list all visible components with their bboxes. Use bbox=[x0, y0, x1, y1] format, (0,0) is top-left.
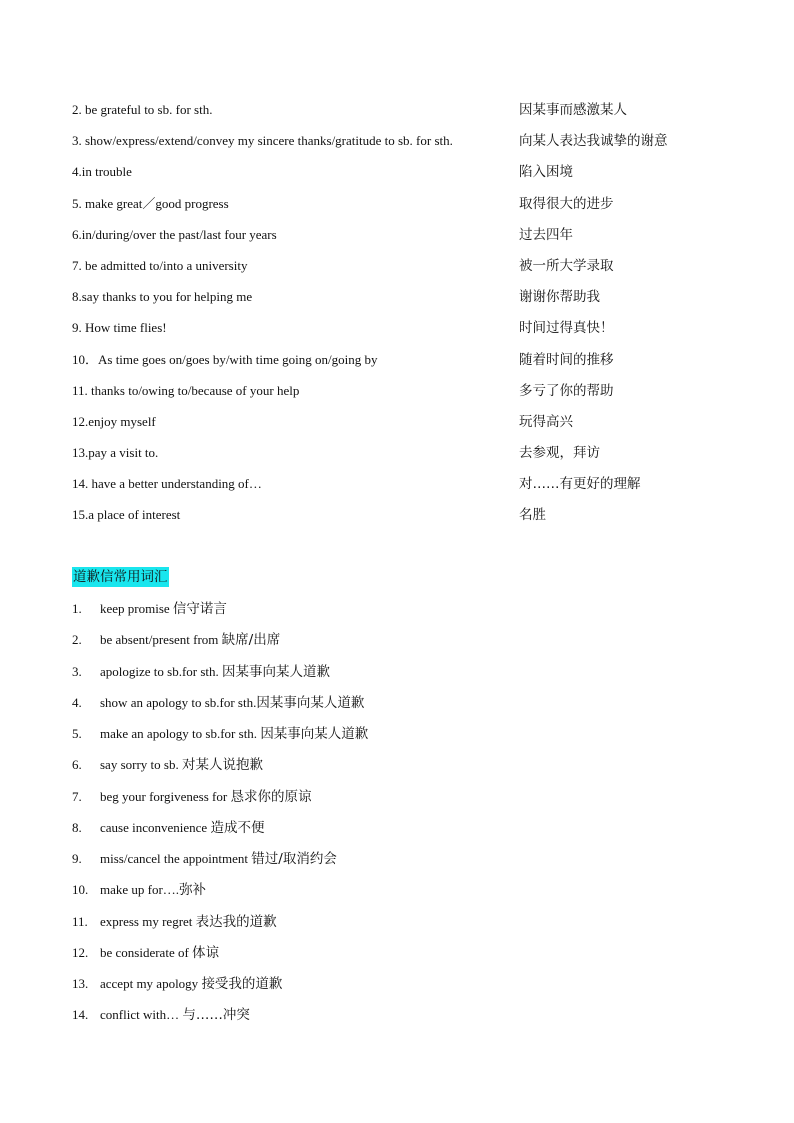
list-item-number: 10. bbox=[72, 882, 89, 898]
apology-vocab-list bbox=[72, 595, 712, 1033]
list-item-number: 2. bbox=[72, 632, 82, 648]
list-item-number: 12. bbox=[72, 944, 89, 960]
phrase-chinese: 去参观，拜访 bbox=[519, 445, 600, 462]
list-item-text bbox=[100, 1001, 250, 1029]
list-item bbox=[72, 751, 712, 782]
list-item-number: 6. bbox=[72, 757, 82, 773]
list-item-text bbox=[100, 939, 219, 967]
list-item-chinese: 因某事向某人道歉 bbox=[256, 694, 365, 711]
list-item bbox=[72, 1001, 712, 1032]
list-item-number: 11. bbox=[72, 913, 88, 929]
list-item bbox=[72, 845, 712, 876]
list-item-chinese: 造成不便 bbox=[210, 819, 265, 836]
section-heading-apology-vocab: 道歉信常用词汇 bbox=[73, 569, 168, 585]
list-item bbox=[72, 814, 712, 845]
list-item bbox=[72, 939, 712, 970]
list-item-number: 9. bbox=[72, 851, 82, 866]
phrase-chinese: 因某事而感激某人 bbox=[519, 102, 627, 118]
list-item-text bbox=[100, 626, 280, 654]
phrase-english: 4.in trouble bbox=[72, 164, 132, 180]
thanks-phrase-table bbox=[72, 96, 712, 533]
list-item-english: be considerate of bbox=[100, 944, 193, 960]
list-item-number: 3. bbox=[72, 663, 82, 679]
phrase-row bbox=[72, 377, 712, 408]
list-item-number: 14. bbox=[72, 1007, 89, 1023]
list-item-number: 8. bbox=[72, 819, 82, 835]
phrase-row bbox=[72, 346, 712, 377]
list-item-english: show an apology to sb.for sth. bbox=[100, 694, 257, 710]
list-item-english: beg your forgiveness for bbox=[100, 788, 231, 804]
list-item-number: 7. bbox=[72, 788, 82, 804]
phrase-english: 12.enjoy myself bbox=[72, 413, 156, 429]
list-item-text bbox=[100, 783, 311, 811]
phrase-row bbox=[72, 190, 712, 221]
list-item-number: 1. bbox=[72, 601, 82, 616]
list-item-chinese: 表达我的道歉 bbox=[195, 913, 277, 930]
list-item bbox=[72, 876, 712, 907]
list-item-text bbox=[100, 595, 227, 623]
phrase-chinese: 玩得高兴 bbox=[519, 413, 573, 430]
list-item-english: apologize to sb.for sth. bbox=[100, 663, 223, 679]
phrase-chinese: 多亏了你的帮助 bbox=[519, 382, 614, 399]
phrase-row bbox=[72, 283, 712, 314]
list-item-english: say sorry to sb. bbox=[100, 757, 182, 773]
list-item bbox=[72, 689, 712, 720]
phrase-chinese: 随着时间的推移 bbox=[519, 351, 614, 368]
phrase-chinese: 被一所大学录取 bbox=[519, 257, 614, 274]
list-item bbox=[72, 720, 712, 751]
phrase-english: 7. be admitted to/into a university bbox=[72, 257, 248, 273]
phrase-chinese: 陷入困境 bbox=[519, 164, 573, 181]
list-item bbox=[72, 658, 712, 689]
list-item-text bbox=[100, 970, 282, 998]
list-item-english: express my regret bbox=[100, 913, 196, 929]
list-item-text bbox=[100, 720, 368, 748]
phrase-english: 2. be grateful to sb. for sth. bbox=[72, 102, 213, 117]
phrase-english: 5. make great／good progress bbox=[72, 195, 229, 211]
phrase-row bbox=[72, 158, 712, 189]
list-item-text bbox=[100, 845, 337, 873]
list-item-text bbox=[100, 908, 277, 936]
list-item bbox=[72, 908, 712, 939]
phrase-row bbox=[72, 96, 712, 127]
list-item-number: 5. bbox=[72, 726, 82, 741]
list-item-text bbox=[100, 689, 364, 717]
phrase-english: 10．As time goes on/goes by/with time going on/going by bbox=[72, 351, 378, 367]
list-item-chinese: 接受我的道歉 bbox=[201, 976, 283, 992]
list-item-chinese: 恳求你的原谅 bbox=[230, 788, 312, 805]
list-item-text bbox=[100, 814, 264, 842]
phrase-chinese: 取得很大的进步 bbox=[519, 195, 614, 212]
phrase-row bbox=[72, 127, 712, 158]
list-item-chinese: 弥补 bbox=[179, 882, 207, 899]
phrase-row bbox=[72, 439, 712, 470]
phrase-chinese: 过去四年 bbox=[519, 226, 573, 243]
phrase-english: 11. thanks to/owing to/because of your help bbox=[72, 382, 300, 398]
phrase-chinese: 名胜 bbox=[519, 507, 546, 524]
list-item-english: be absent/present from bbox=[100, 632, 222, 648]
list-item-chinese: 因某事向某人道歉 bbox=[260, 726, 369, 742]
phrase-row bbox=[72, 314, 712, 345]
list-item-chinese: 体谅 bbox=[192, 944, 220, 961]
phrase-english: 6.in/during/over the past/last four years bbox=[72, 226, 277, 242]
phrase-row bbox=[72, 501, 712, 532]
list-item-english: accept my apology bbox=[100, 976, 202, 991]
phrase-row bbox=[72, 408, 712, 439]
list-item bbox=[72, 595, 712, 626]
phrase-english: 3. show/express/extend/convey my sincere thanks/gratitude to sb. for sth. bbox=[72, 133, 453, 149]
list-item-english: make an apology to sb.for sth. bbox=[100, 726, 261, 741]
list-item-chinese: 因某事向某人道歉 bbox=[222, 663, 331, 680]
phrase-row bbox=[72, 252, 712, 283]
list-item-text bbox=[100, 751, 263, 779]
phrase-row bbox=[72, 221, 712, 252]
phrase-english: 14. have a better understanding of… bbox=[72, 476, 262, 492]
list-item-text bbox=[100, 876, 206, 904]
phrase-chinese: 向某人表达我诚挚的谢意 bbox=[519, 133, 668, 150]
list-item-english: make up for…. bbox=[100, 882, 180, 898]
phrase-chinese: 对……有更好的理解 bbox=[519, 476, 641, 493]
phrase-chinese: 时间过得真快！ bbox=[519, 320, 614, 337]
list-item-chinese: 缺席/出席 bbox=[221, 632, 281, 649]
list-item-english: miss/cancel the appointment bbox=[100, 851, 252, 866]
phrase-row bbox=[72, 470, 712, 501]
list-item-number: 13. bbox=[72, 976, 89, 991]
list-item-number: 4. bbox=[72, 694, 82, 710]
list-item-text bbox=[100, 658, 330, 686]
list-item-chinese: 与……冲突 bbox=[182, 1007, 250, 1024]
phrase-chinese: 谢谢你帮助我 bbox=[519, 289, 600, 306]
list-item bbox=[72, 626, 712, 657]
list-item bbox=[72, 783, 712, 814]
phrase-english: 15.a place of interest bbox=[72, 507, 181, 523]
list-item-chinese: 对某人说抱歉 bbox=[181, 757, 263, 774]
phrase-english: 13.pay a visit to. bbox=[72, 445, 159, 461]
phrase-english: 9. How time flies! bbox=[72, 320, 167, 336]
list-item-english: keep promise bbox=[100, 601, 173, 616]
list-item-english: cause inconvenience bbox=[100, 819, 211, 835]
list-item bbox=[72, 970, 712, 1001]
list-item-chinese: 错过/取消约会 bbox=[251, 851, 337, 867]
phrase-english: 8.say thanks to you for helping me bbox=[72, 289, 253, 305]
list-item-chinese: 信守诺言 bbox=[172, 601, 227, 617]
list-item-english: conflict with… bbox=[100, 1007, 183, 1023]
